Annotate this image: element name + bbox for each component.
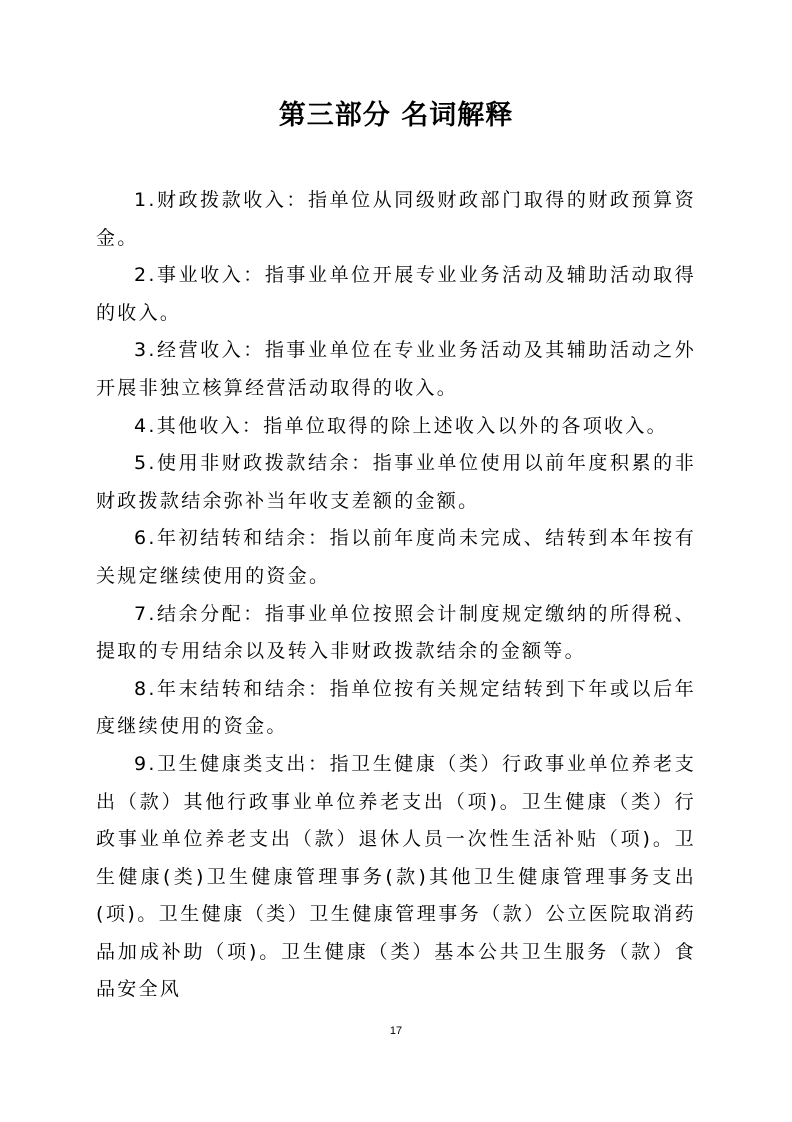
glossary-body (96, 182, 696, 1009)
paragraph-health-expenditure: 9.卫生健康类支出：指卫生健康（类）行政事业单位养老支出（款）其他行政事业单位养老支出（项)。卫生健康（类）行政事业单位养老支出（款）退休人员一次性生活补贴（项)。卫生健康(类)卫生健康管理事务(款)其他卫生健康管理事务支出(项)。卫生健康（类）卫生健康管理事务（款）公立医院取消药品加成补助（项)。卫生健康（类）基本公共卫生服务（款）食品安全风 (96, 752, 696, 1001)
paragraph-fiscal-appropriation-income: 1.财政拨款收入：指单位从同级财政部门取得的财政预算资金。 (96, 189, 696, 249)
page-number: 17 (389, 1025, 403, 1037)
paragraph-operating-income: 3.经营收入：指事业单位在专业业务活动及其辅助活动之外开展非独立核算经营活动取得的收入。 (96, 339, 696, 399)
paragraph-surplus-distribution: 7.结余分配：指事业单位按照会计制度规定缴纳的所得税、提取的专用结余以及转入非财政拨款结余的金额等。 (96, 602, 696, 663)
paragraph-non-fiscal-surplus-use: 5.使用非财政拨款结余：指事业单位使用以前年度积累的非财政拨款结余弥补当年收支差额的金额。 (96, 452, 696, 512)
paragraph-opening-carryover: 6.年初结转和结余：指以前年度尚未完成、结转到本年按有关规定继续使用的资金。 (96, 527, 696, 587)
paragraph-business-income: 2.事业收入：指事业单位开展专业业务活动及辅助活动取得的收入。 (96, 264, 696, 324)
paragraph-closing-carryover: 8.年末结转和结余：指单位按有关规定结转到下年或以后年度继续使用的资金。 (96, 677, 696, 738)
paragraph-other-income: 4.其他收入：指单位取得的除上述收入以外的各项收入。 (134, 414, 668, 437)
page-title: 第三部分 名词解释 (278, 100, 514, 131)
